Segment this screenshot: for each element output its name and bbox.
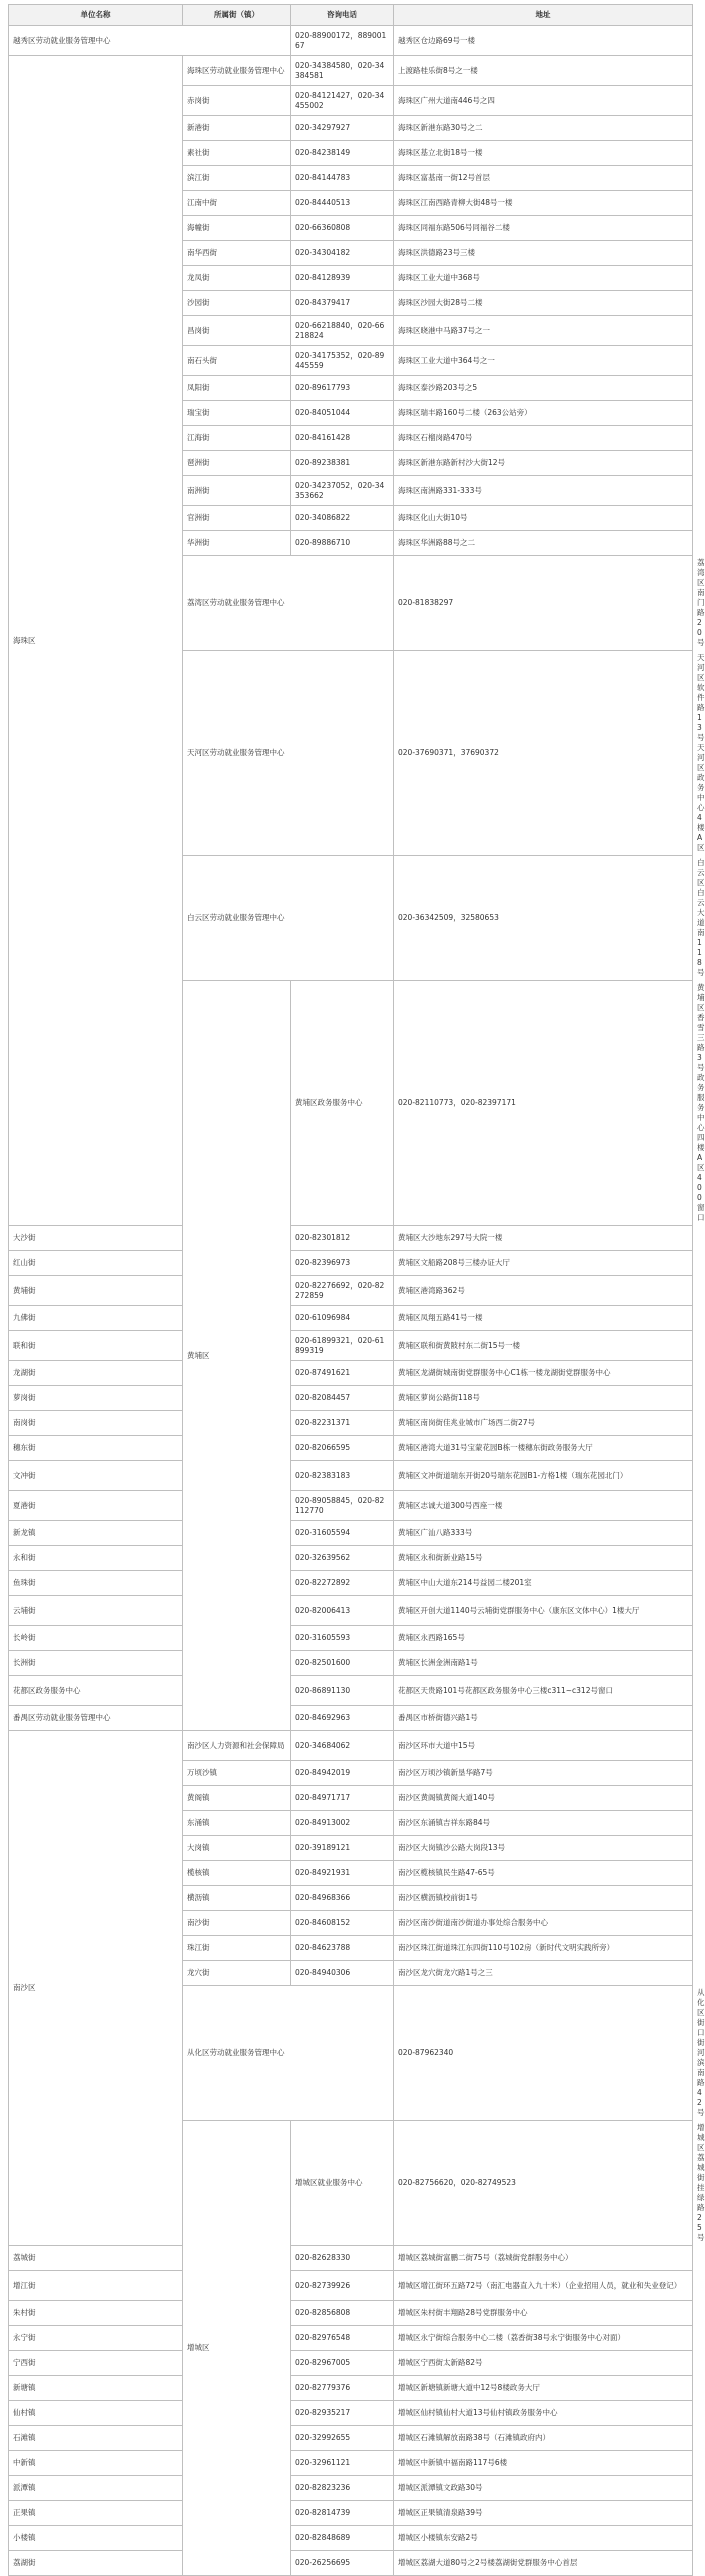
unit-name-cell: 荔湾区劳动就业服务管理中心 bbox=[183, 556, 394, 651]
unit-name-cell: 番禺区劳动就业服务管理中心 bbox=[9, 1706, 291, 1731]
street-cell: 黄埔区政务服务中心 bbox=[291, 981, 394, 1226]
table-row bbox=[9, 2526, 693, 2551]
table-row bbox=[9, 1651, 693, 1676]
phone-cell: 020-82756620，020-82749523 bbox=[394, 2121, 693, 2246]
phone-cell: 020-34684062 bbox=[291, 1731, 394, 1761]
street-cell: 红山街 bbox=[9, 1251, 183, 1276]
street-cell: 沙园街 bbox=[183, 291, 291, 316]
address-cell: 黄埔区港湾路362号 bbox=[394, 1276, 693, 1306]
street-cell: 荔湖街 bbox=[9, 2551, 183, 2576]
phone-cell: 020-82383183 bbox=[291, 1461, 394, 1491]
street-cell: 南华西街 bbox=[183, 241, 291, 266]
address-cell: 海珠区基立北街18号一楼 bbox=[394, 141, 693, 166]
phone-cell: 020-82396973 bbox=[291, 1251, 394, 1276]
unit-name-cell: 越秀区劳动就业服务管理中心 bbox=[9, 26, 291, 56]
street-cell: 南沙街 bbox=[183, 1911, 291, 1936]
phone-cell: 020-82856808 bbox=[291, 2301, 394, 2326]
table-row bbox=[9, 1596, 693, 1626]
street-cell: 永和街 bbox=[9, 1546, 183, 1571]
address-cell: 黄埔区文冲街道瑞东开街20号瑞东花园B1-方格1楼（瑞东花园北门） bbox=[394, 1461, 693, 1491]
table-header-row bbox=[9, 5, 693, 26]
address-cell: 南沙区东涌镇吉祥东路84号 bbox=[394, 1811, 693, 1836]
phone-cell: 020-84121427，020-34455002 bbox=[291, 86, 394, 116]
street-cell: 夏港街 bbox=[9, 1491, 183, 1521]
phone-cell: 020-84968366 bbox=[291, 1886, 394, 1911]
phone-cell: 020-37690371，37690372 bbox=[394, 651, 693, 856]
street-cell: 萝岗街 bbox=[9, 1386, 183, 1411]
table-row bbox=[9, 1436, 693, 1461]
address-cell: 海珠区广州大道南446号之四 bbox=[394, 86, 693, 116]
phone-cell: 020-84942019 bbox=[291, 1761, 394, 1786]
service-directory bbox=[8, 4, 705, 2576]
service-table bbox=[8, 4, 705, 2576]
header-address: 地址 bbox=[394, 5, 693, 26]
street-cell: 南沙区人力资源和社会保障局 bbox=[183, 1731, 291, 1761]
address-cell: 增城区宁西街太新路82号 bbox=[394, 2351, 693, 2376]
table-row: 从化区劳动就业服务管理中心 020-87962340 从化区街口街河滨南路42号 bbox=[9, 1986, 693, 2121]
table-row bbox=[9, 1731, 693, 1761]
phone-cell: 020-34086822 bbox=[291, 506, 394, 531]
unit-name-cell: 天河区劳动就业服务管理中心 bbox=[183, 651, 394, 856]
street-cell: 珠江街 bbox=[183, 1936, 291, 1961]
phone-cell: 020-34237052，020-34353662 bbox=[291, 476, 394, 506]
address-cell: 海珠区晓港中马路37号之一 bbox=[394, 316, 693, 346]
street-cell: 云埔街 bbox=[9, 1596, 183, 1626]
address-cell: 海珠区洪德路23号三楼 bbox=[394, 241, 693, 266]
street-cell: 正果镇 bbox=[9, 2501, 183, 2526]
phone-cell: 020-82823236 bbox=[291, 2476, 394, 2501]
address-cell: 海珠区同福东路506号同福谷二楼 bbox=[394, 216, 693, 241]
street-cell: 新龙镇 bbox=[9, 1521, 183, 1546]
street-cell: 南岗街 bbox=[9, 1411, 183, 1436]
phone-cell: 020-82739926 bbox=[291, 2271, 394, 2301]
street-cell: 新塘镇 bbox=[9, 2376, 183, 2401]
address-cell: 黄埔区大沙地东297号大院一楼 bbox=[394, 1226, 693, 1251]
address-cell: 海珠区江南西路青柳大街48号一楼 bbox=[394, 191, 693, 216]
street-cell: 东涌镇 bbox=[183, 1811, 291, 1836]
phone-cell: 020-82066595 bbox=[291, 1436, 394, 1461]
table-body bbox=[9, 26, 705, 2576]
phone-cell: 020-81838297 bbox=[394, 556, 693, 651]
phone-cell: 020-87962340 bbox=[394, 1986, 693, 2121]
phone-cell: 020-87491621 bbox=[291, 1361, 394, 1386]
address-cell: 增城区荔城街富鹏二街75号（荔城街党群服务中心） bbox=[394, 2246, 693, 2271]
address-cell: 番禺区市桥街德兴路1号 bbox=[394, 1706, 693, 1731]
street-cell: 大沙街 bbox=[9, 1226, 183, 1251]
phone-cell: 020-26256695 bbox=[291, 2551, 394, 2576]
address-cell: 增城区小楼镇东安路2号 bbox=[394, 2526, 693, 2551]
address-cell: 海珠区南洲路331-333号 bbox=[394, 476, 693, 506]
street-cell: 小楼镇 bbox=[9, 2526, 183, 2551]
phone-cell: 020-84608152 bbox=[291, 1911, 394, 1936]
street-cell: 万顷沙镇 bbox=[183, 1761, 291, 1786]
street-cell: 长岭街 bbox=[9, 1626, 183, 1651]
address-cell: 黄埔区永和街新业路15号 bbox=[394, 1546, 693, 1571]
phone-cell: 020-82628330 bbox=[291, 2246, 394, 2271]
street-cell: 华洲街 bbox=[183, 531, 291, 556]
phone-cell: 020-84379417 bbox=[291, 291, 394, 316]
phone-cell: 020-82814739 bbox=[291, 2501, 394, 2526]
address-cell: 上渡路桂乐街8号之一楼 bbox=[394, 56, 693, 86]
phone-cell: 020-84921931 bbox=[291, 1861, 394, 1886]
phone-cell: 020-82231371 bbox=[291, 1411, 394, 1436]
street-cell: 联和街 bbox=[9, 1331, 183, 1361]
header-street: 所属街（镇） bbox=[183, 5, 291, 26]
district-cell: 黄埔区 bbox=[183, 981, 291, 1731]
phone-cell: 020-61096984 bbox=[291, 1306, 394, 1331]
phone-cell: 020-66218840，020-66218824 bbox=[291, 316, 394, 346]
address-cell: 南沙区横沥镇校前街1号 bbox=[394, 1886, 693, 1911]
address-cell: 南沙区南沙街道南沙街道办事处综合服务中心 bbox=[394, 1911, 693, 1936]
address-cell: 海珠区沙园大街28号二楼 bbox=[394, 291, 693, 316]
address-cell: 增城区中新镇中福南路117号6楼 bbox=[394, 2451, 693, 2476]
address-cell: 黄埔区港湾大道31号宝蒙花园B栋一楼穗东街政务服务大厅 bbox=[394, 1436, 693, 1461]
address-cell: 海珠区工业大道中364号之一 bbox=[394, 346, 693, 376]
phone-cell: 020-82301812 bbox=[291, 1226, 394, 1251]
phone-cell: 020-89238381 bbox=[291, 451, 394, 476]
table-row bbox=[9, 1491, 693, 1521]
street-cell: 瑞宝街 bbox=[183, 401, 291, 426]
street-cell: 昌岗街 bbox=[183, 316, 291, 346]
unit-name-cell: 白云区劳动就业服务管理中心 bbox=[183, 856, 394, 981]
address-cell: 增城区永宁街综合服务中心二楼（荔香街38号永宁街服务中心对面） bbox=[394, 2326, 693, 2351]
table-row bbox=[9, 2426, 693, 2451]
table-row bbox=[9, 1676, 693, 1706]
address-cell: 黄埔区萝岗公路街118号 bbox=[394, 1386, 693, 1411]
table-row bbox=[9, 2376, 693, 2401]
phone-cell: 020-34384580，020-34384581 bbox=[291, 56, 394, 86]
unit-name-cell: 从化区劳动就业服务管理中心 bbox=[183, 1986, 394, 2121]
address-cell: 南沙区万顷沙镇新垦华路7号 bbox=[394, 1761, 693, 1786]
address-cell: 黄埔区文船路208号三楼办证大厅 bbox=[394, 1251, 693, 1276]
table-row bbox=[9, 2351, 693, 2376]
phone-cell: 020-82276692，020-82272859 bbox=[291, 1276, 394, 1306]
table-row bbox=[9, 2246, 693, 2271]
address-cell: 海珠区华洲路88号之二 bbox=[394, 531, 693, 556]
street-cell: 大岗镇 bbox=[183, 1836, 291, 1861]
street-cell: 南石头街 bbox=[183, 346, 291, 376]
street-cell: 石滩镇 bbox=[9, 2426, 183, 2451]
phone-cell: 020-82110773，020-82397171 bbox=[394, 981, 693, 1226]
street-cell: 龙穴街 bbox=[183, 1961, 291, 1986]
street-cell: 九佛街 bbox=[9, 1306, 183, 1331]
table-row bbox=[9, 1461, 693, 1491]
phone-cell: 020-84940306 bbox=[291, 1961, 394, 1986]
district-cell: 南沙区 bbox=[9, 1731, 183, 2246]
street-cell: 江南中街 bbox=[183, 191, 291, 216]
address-cell: 海珠区化山大街10号 bbox=[394, 506, 693, 531]
phone-cell: 020-84692963 bbox=[291, 1706, 394, 1731]
phone-cell: 020-89617793 bbox=[291, 376, 394, 401]
phone-cell: 020-82006413 bbox=[291, 1596, 394, 1626]
street-cell: 南洲街 bbox=[183, 476, 291, 506]
table-row bbox=[9, 2271, 693, 2301]
phone-cell: 020-82272892 bbox=[291, 1571, 394, 1596]
street-cell: 海珠区劳动就业服务管理中心 bbox=[183, 56, 291, 86]
table-row bbox=[9, 56, 693, 86]
address-cell: 南沙区大岗镇沙公路大岗段13号 bbox=[394, 1836, 693, 1861]
table-row bbox=[9, 2476, 693, 2501]
street-cell: 龙湖街 bbox=[9, 1361, 183, 1386]
street-cell: 鱼珠街 bbox=[9, 1571, 183, 1596]
address-cell: 海珠区泰沙路203号之5 bbox=[394, 376, 693, 401]
table-row bbox=[9, 1706, 693, 1731]
table-row bbox=[9, 26, 693, 56]
address-cell: 增城区荔湖大道80号之2号楼荔湖街党群服务中心首层 bbox=[394, 2551, 693, 2576]
header-phone: 咨询电话 bbox=[291, 5, 394, 26]
address-cell: 黄埔区龙湖街城南街党群服务中心C1栋一楼龙湖街党群服务中心 bbox=[394, 1361, 693, 1386]
street-cell: 宁西街 bbox=[9, 2351, 183, 2376]
street-cell: 新港街 bbox=[183, 116, 291, 141]
address-cell: 海珠区工业大道中368号 bbox=[394, 266, 693, 291]
street-cell: 黄埔街 bbox=[9, 1276, 183, 1306]
address-cell: 南沙区龙穴街龙穴路1号之三 bbox=[394, 1961, 693, 1986]
phone-cell: 020-82848689 bbox=[291, 2526, 394, 2551]
street-cell: 榄核镇 bbox=[183, 1861, 291, 1886]
address-cell: 南沙区珠江街道珠江东四街110号102房（新时代文明实践所旁） bbox=[394, 1936, 693, 1961]
table-row: 白云区劳动就业服务管理中心 020-36342509，32580653 白云区白云大道南118号 bbox=[9, 856, 693, 981]
phone-cell: 020-34175352，020-89445559 bbox=[291, 346, 394, 376]
address-cell: 黄埔区联和街黄陂村东二街15号一楼 bbox=[394, 1331, 693, 1361]
unit-name-cell: 花都区政务服务中心 bbox=[9, 1676, 291, 1706]
street-cell: 黄阁镇 bbox=[183, 1786, 291, 1811]
street-cell: 穗东街 bbox=[9, 1436, 183, 1461]
phone-cell: 020-84051044 bbox=[291, 401, 394, 426]
street-cell: 增江街 bbox=[9, 2271, 183, 2301]
street-cell: 官洲街 bbox=[183, 506, 291, 531]
table-row bbox=[9, 1386, 693, 1411]
table-row bbox=[9, 1331, 693, 1361]
phone-cell: 020-32992655 bbox=[291, 2426, 394, 2451]
address-cell: 南沙区榄核镇民生路47-65号 bbox=[394, 1861, 693, 1886]
address-cell: 海珠区新港东路新村沙大街12号 bbox=[394, 451, 693, 476]
street-cell: 长洲街 bbox=[9, 1651, 183, 1676]
phone-cell: 020-61899321，020-61899319 bbox=[291, 1331, 394, 1361]
phone-cell: 020-32639562 bbox=[291, 1546, 394, 1571]
table-row bbox=[9, 2401, 693, 2426]
phone-cell: 020-34304182 bbox=[291, 241, 394, 266]
address-cell: 海珠区新港东路30号之二 bbox=[394, 116, 693, 141]
address-cell: 增城区朱村街丰翔路28号党群服务中心 bbox=[394, 2301, 693, 2326]
district-cell: 海珠区 bbox=[9, 56, 183, 1226]
address-cell: 花都区天贵路101号花都区政务服务中心三楼c311~c312号窗口 bbox=[394, 1676, 693, 1706]
address-cell: 增城区石滩镇解放南路38号（石滩镇政府内） bbox=[394, 2426, 693, 2451]
table-row bbox=[9, 2301, 693, 2326]
phone-cell: 020-84623788 bbox=[291, 1936, 394, 1961]
phone-cell: 020-31605593 bbox=[291, 1626, 394, 1651]
phone-cell: 020-82779376 bbox=[291, 2376, 394, 2401]
phone-cell: 020-82084457 bbox=[291, 1386, 394, 1411]
phone-cell: 020-84440513 bbox=[291, 191, 394, 216]
header-name: 单位名称 bbox=[9, 5, 183, 26]
street-cell: 增城区就业服务中心 bbox=[291, 2121, 394, 2246]
address-cell: 黄埔区开创大道1140号云埔街党群服务中心（康东区文体中心）1楼大厅 bbox=[394, 1596, 693, 1626]
street-cell: 赤岗街 bbox=[183, 86, 291, 116]
street-cell: 仙村镇 bbox=[9, 2401, 183, 2426]
address-cell: 增城区新塘镇新塘大道中12号8楼政务大厅 bbox=[394, 2376, 693, 2401]
phone-cell: 020-89886710 bbox=[291, 531, 394, 556]
district-cell: 增城区 bbox=[183, 2121, 291, 2576]
address-cell: 黄埔区志诚大道300号西座一楼 bbox=[394, 1491, 693, 1521]
street-cell: 横沥镇 bbox=[183, 1886, 291, 1911]
address-cell: 黄埔区凤翔五路41号一楼 bbox=[394, 1306, 693, 1331]
phone-cell: 020-66360808 bbox=[291, 216, 394, 241]
address-cell: 增城区派潭镇文政路30号 bbox=[394, 2476, 693, 2501]
table-row: 荔湾区劳动就业服务管理中心 020-81838297 荔湾区南门路20号 bbox=[9, 556, 693, 651]
phone-cell: 020-88900172，88900167 bbox=[291, 26, 394, 56]
address-cell: 黄埔区广汕八路333号 bbox=[394, 1521, 693, 1546]
street-cell: 派潭镇 bbox=[9, 2476, 183, 2501]
phone-cell: 020-84971717 bbox=[291, 1786, 394, 1811]
phone-cell: 020-86891130 bbox=[291, 1676, 394, 1706]
table-row: 天河区劳动就业服务管理中心 020-37690371，37690372 天河区软件路13号天河区政务中心4楼A区 bbox=[9, 651, 693, 856]
street-cell: 凤阳街 bbox=[183, 376, 291, 401]
table-row: 黄埔区 黄埔区政务服务中心 020-82110773，020-82397171 黄埔区香雪三路3号政务服务中心四楼A区400窗口 bbox=[9, 981, 693, 1226]
table-row bbox=[9, 2326, 693, 2351]
phone-cell: 020-31605594 bbox=[291, 1521, 394, 1546]
address-cell: 黄埔区南岗街佳兆业城市广场西二街27号 bbox=[394, 1411, 693, 1436]
phone-cell: 020-36342509，32580653 bbox=[394, 856, 693, 981]
phone-cell: 020-84161428 bbox=[291, 426, 394, 451]
table-row bbox=[9, 1411, 693, 1436]
address-cell: 海珠区富基南一街12号首层 bbox=[394, 166, 693, 191]
address-cell: 增城区正果镇清泉路39号 bbox=[394, 2501, 693, 2526]
phone-cell: 020-34297927 bbox=[291, 116, 394, 141]
table-row bbox=[9, 2451, 693, 2476]
address-cell: 黄埔区中山大道东214号益园二楼201室 bbox=[394, 1571, 693, 1596]
table-row bbox=[9, 1226, 693, 1251]
address-cell: 越秀区仓边路69号一楼 bbox=[394, 26, 693, 56]
table-row bbox=[9, 1361, 693, 1386]
phone-cell: 020-82976548 bbox=[291, 2326, 394, 2351]
street-cell: 朱村街 bbox=[9, 2301, 183, 2326]
phone-cell: 020-82935217 bbox=[291, 2401, 394, 2426]
street-cell: 琶洲街 bbox=[183, 451, 291, 476]
phone-cell: 020-89058845，020-82112770 bbox=[291, 1491, 394, 1521]
street-cell: 文冲街 bbox=[9, 1461, 183, 1491]
street-cell: 龙凤街 bbox=[183, 266, 291, 291]
address-cell: 黄埔区永西路165号 bbox=[394, 1626, 693, 1651]
street-cell: 素社街 bbox=[183, 141, 291, 166]
phone-cell: 020-82967005 bbox=[291, 2351, 394, 2376]
phone-cell: 020-84144783 bbox=[291, 166, 394, 191]
phone-cell: 020-84913002 bbox=[291, 1811, 394, 1836]
table-row bbox=[9, 1571, 693, 1596]
table-row bbox=[9, 1521, 693, 1546]
table-row bbox=[9, 1306, 693, 1331]
address-cell: 海珠区石榴岗路470号 bbox=[394, 426, 693, 451]
street-cell: 江海街 bbox=[183, 426, 291, 451]
table-row bbox=[9, 1276, 693, 1306]
table-row bbox=[9, 1626, 693, 1651]
table-row bbox=[9, 1251, 693, 1276]
address-cell: 海珠区瑞丰路160号二楼（263公站旁） bbox=[394, 401, 693, 426]
address-cell: 南沙区环市大道中15号 bbox=[394, 1731, 693, 1761]
phone-cell: 020-82501600 bbox=[291, 1651, 394, 1676]
street-cell: 荔城街 bbox=[9, 2246, 183, 2271]
street-cell: 永宁街 bbox=[9, 2326, 183, 2351]
address-cell: 黄埔区长洲金洲南路1号 bbox=[394, 1651, 693, 1676]
table-row bbox=[9, 2551, 693, 2576]
table-row bbox=[9, 2501, 693, 2526]
address-cell: 南沙区黄阁镇黄阁大道140号 bbox=[394, 1786, 693, 1811]
street-cell: 滨江街 bbox=[183, 166, 291, 191]
phone-cell: 020-32961121 bbox=[291, 2451, 394, 2476]
street-cell: 中新镇 bbox=[9, 2451, 183, 2476]
address-cell: 增城区仙村镇仙村大道13号仙村镇政务服务中心 bbox=[394, 2401, 693, 2426]
address-cell: 增城区增江街环五路72号（南汇电器直入九十米）（企业招用人员，就业和失业登记） bbox=[394, 2271, 693, 2301]
table-row bbox=[9, 1546, 693, 1571]
phone-cell: 020-84238149 bbox=[291, 141, 394, 166]
phone-cell: 020-39189121 bbox=[291, 1836, 394, 1861]
phone-cell: 020-84128939 bbox=[291, 266, 394, 291]
street-cell: 海幢街 bbox=[183, 216, 291, 241]
table-row: 增城区 增城区就业服务中心 020-82756620，020-82749523 增城区荔城街挂绿路25号 bbox=[9, 2121, 693, 2246]
